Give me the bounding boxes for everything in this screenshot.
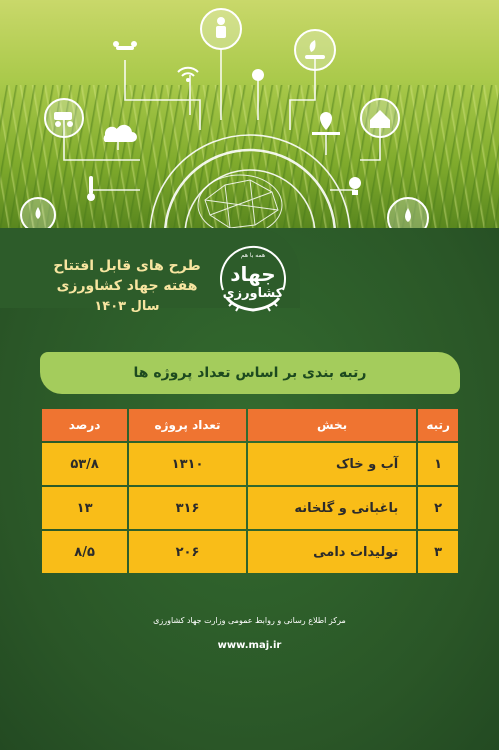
table-row — [42, 487, 458, 529]
plant-icon — [295, 30, 335, 70]
sector-cell: باغبانی و گلخانه — [248, 487, 416, 529]
table-row — [42, 443, 458, 485]
column-header-percent: درصد — [42, 409, 127, 441]
title-line-1: طرح های قابل افتتاح — [53, 258, 201, 274]
sector-cell: آب و خاک — [248, 443, 416, 485]
count-cell: ۲۰۶ — [129, 531, 246, 573]
count-cell: ۳۱۶ — [129, 487, 246, 529]
sun-icon — [252, 69, 264, 81]
drone-icon — [116, 46, 134, 50]
sector-cell: تولیدات دامی — [248, 531, 416, 573]
column-header-sector: بخش — [248, 409, 416, 441]
hero-image — [0, 0, 499, 235]
rank-cell: ۲ — [418, 487, 458, 529]
smart-farming-network — [0, 0, 499, 235]
ranking-table — [40, 407, 460, 575]
footer-website-link[interactable]: www.maj.ir — [217, 640, 282, 651]
logo-slogan: همه با هم — [240, 252, 266, 259]
title-line-3: سال ۱۴۰۳ — [94, 299, 160, 314]
campaign-title — [52, 257, 202, 318]
brain-network-icon — [198, 175, 282, 235]
count-cell: ۱۳۱۰ — [129, 443, 246, 485]
rank-cell: ۳ — [418, 531, 458, 573]
table-row — [42, 531, 458, 573]
table-header-row — [42, 409, 458, 441]
thermometer-icon — [89, 176, 93, 194]
percent-cell: ۸/۵ — [42, 531, 127, 573]
rank-cell: ۱ — [418, 443, 458, 485]
ranking-heading-text: رتبه بندی بر اساس تعداد پروژه ها — [133, 365, 367, 381]
lightbulb-icon — [349, 177, 361, 189]
wifi-icon — [178, 68, 198, 82]
cloud-icon — [104, 125, 137, 142]
ranking-heading — [40, 352, 460, 394]
column-header-rank: رتبه — [418, 409, 458, 441]
column-header-count: تعداد پروژه — [129, 409, 246, 441]
percent-cell: ۵۳/۸ — [42, 443, 127, 485]
percent-cell: ۱۳ — [42, 487, 127, 529]
footer-organization: مرکز اطلاع رسانی و روابط عمومی وزارت جهاد کشاورزی — [153, 616, 346, 625]
title-line-2: هفته جهاد کشاورزی — [56, 278, 198, 294]
logo-word-jahad: جهاد — [230, 262, 276, 286]
location-pin-icon — [320, 112, 332, 130]
logo-word-keshavarzi: کشاورزی — [222, 286, 284, 301]
jahad-keshavarzi-logo — [213, 240, 293, 320]
